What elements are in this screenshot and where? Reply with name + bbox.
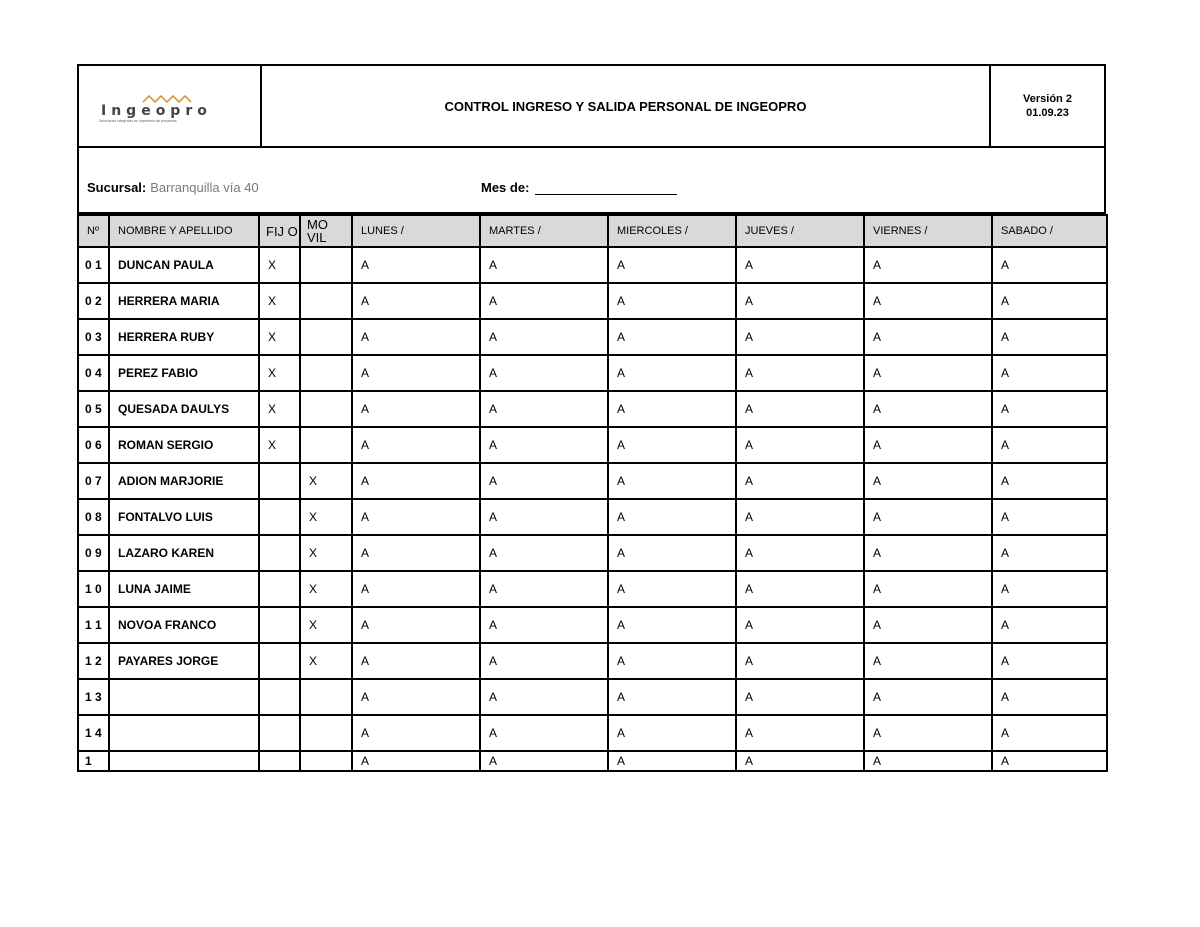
attendance-sheet	[77, 64, 1106, 772]
movil-mark[interactable]: X	[300, 535, 352, 571]
col-name-header: NOMBRE Y APELLIDO	[109, 215, 259, 247]
movil-mark[interactable]: X	[300, 607, 352, 643]
movil-mark[interactable]: X	[300, 571, 352, 607]
row-number[interactable]: 1 2	[78, 643, 109, 679]
col-number-header: Nº	[78, 215, 109, 247]
day-cell[interactable]: A	[864, 751, 992, 771]
day-cell[interactable]: A	[608, 391, 736, 427]
day-cell[interactable]: A	[352, 571, 480, 607]
day-cell[interactable]: A	[864, 499, 992, 535]
day-cell[interactable]: A	[608, 535, 736, 571]
employee-name[interactable]: ROMAN SERGIO	[109, 427, 259, 463]
day-cell[interactable]: A	[608, 427, 736, 463]
day-cell[interactable]: A	[352, 751, 480, 771]
version-block	[991, 66, 1104, 146]
day-cell[interactable]: A	[480, 679, 608, 715]
table-row	[78, 319, 1107, 355]
row-number[interactable]: 1	[78, 751, 109, 771]
movil-mark[interactable]	[300, 247, 352, 283]
day-cell[interactable]: A	[352, 427, 480, 463]
table-row	[78, 355, 1107, 391]
day-cell[interactable]: A	[736, 247, 864, 283]
row-number[interactable]: 0 5	[78, 391, 109, 427]
sucursal-value[interactable]: Barranquilla vía 40	[150, 180, 259, 195]
fijo-mark[interactable]	[259, 751, 300, 771]
table-row	[78, 643, 1107, 679]
attendance-table	[77, 214, 1108, 772]
day-cell[interactable]: A	[992, 355, 1107, 391]
table-row	[78, 283, 1107, 319]
row-number[interactable]: 1 4	[78, 715, 109, 751]
day-cell[interactable]: A	[864, 391, 992, 427]
day-cell[interactable]: A	[992, 643, 1107, 679]
fijo-mark[interactable]: X	[259, 319, 300, 355]
day-cell[interactable]: A	[864, 247, 992, 283]
day-cell[interactable]: A	[992, 715, 1107, 751]
table-row	[78, 751, 1107, 771]
fijo-mark[interactable]: X	[259, 355, 300, 391]
movil-mark[interactable]	[300, 715, 352, 751]
day-cell[interactable]: A	[736, 499, 864, 535]
table-row	[78, 427, 1107, 463]
table-row	[78, 571, 1107, 607]
employee-name[interactable]: HERRERA MARIA	[109, 283, 259, 319]
day-cell[interactable]: A	[480, 427, 608, 463]
table-row	[78, 391, 1107, 427]
day-cell[interactable]: A	[480, 463, 608, 499]
col-jueves-header: JUEVES /	[736, 215, 864, 247]
day-cell[interactable]: A	[352, 715, 480, 751]
employee-name[interactable]: PAYARES JORGE	[109, 643, 259, 679]
day-cell[interactable]: A	[992, 427, 1107, 463]
sucursal-label: Sucursal:	[87, 180, 147, 195]
day-cell[interactable]: A	[608, 283, 736, 319]
employee-name[interactable]: FONTALVO LUIS	[109, 499, 259, 535]
day-cell[interactable]: A	[480, 535, 608, 571]
movil-mark[interactable]	[300, 679, 352, 715]
day-cell[interactable]: A	[608, 499, 736, 535]
document-title: CONTROL INGRESO Y SALIDA PERSONAL DE INGEOPRO	[262, 66, 991, 146]
fijo-mark[interactable]: X	[259, 247, 300, 283]
svg-text:Ingeopro: Ingeopro	[101, 103, 212, 119]
employee-name[interactable]: ADION MARJORIE	[109, 463, 259, 499]
movil-mark[interactable]: X	[300, 643, 352, 679]
day-cell[interactable]: A	[992, 571, 1107, 607]
day-cell[interactable]: A	[992, 499, 1107, 535]
day-cell[interactable]: A	[608, 355, 736, 391]
day-cell[interactable]: A	[736, 319, 864, 355]
fijo-mark[interactable]	[259, 499, 300, 535]
day-cell[interactable]: A	[352, 499, 480, 535]
day-cell[interactable]: A	[736, 463, 864, 499]
day-cell[interactable]: A	[736, 391, 864, 427]
day-cell[interactable]: A	[864, 715, 992, 751]
ingeopro-logo-icon	[79, 66, 260, 146]
day-cell[interactable]: A	[736, 607, 864, 643]
employee-name[interactable]: LAZARO KAREN	[109, 535, 259, 571]
day-cell[interactable]: A	[736, 355, 864, 391]
movil-mark[interactable]	[300, 751, 352, 771]
row-number[interactable]: 0 3	[78, 319, 109, 355]
fijo-mark[interactable]: X	[259, 283, 300, 319]
fijo-mark[interactable]: X	[259, 391, 300, 427]
table-row	[78, 535, 1107, 571]
employee-name[interactable]	[109, 751, 259, 771]
col-martes-header: MARTES /	[480, 215, 608, 247]
day-cell[interactable]: A	[864, 427, 992, 463]
table-body	[78, 247, 1107, 771]
movil-mark[interactable]	[300, 427, 352, 463]
row-number[interactable]: 1 3	[78, 679, 109, 715]
version-date: 01.09.23	[1026, 107, 1069, 119]
day-cell[interactable]: A	[608, 319, 736, 355]
info-row	[77, 148, 1106, 214]
sucursal-field	[87, 180, 259, 195]
day-cell[interactable]: A	[736, 751, 864, 771]
day-cell[interactable]: A	[864, 463, 992, 499]
day-cell[interactable]: A	[608, 463, 736, 499]
day-cell[interactable]: A	[352, 463, 480, 499]
table-row	[78, 463, 1107, 499]
day-cell[interactable]: A	[992, 535, 1107, 571]
day-cell[interactable]: A	[480, 247, 608, 283]
movil-mark[interactable]: X	[300, 463, 352, 499]
employee-name[interactable]	[109, 715, 259, 751]
row-number[interactable]: 0 7	[78, 463, 109, 499]
mes-input-line[interactable]	[535, 180, 677, 195]
day-cell[interactable]: A	[864, 355, 992, 391]
svg-text:Soluciones integrales en Ingen: Soluciones integrales en Ingeniería de proyectos	[99, 119, 177, 123]
movil-mark[interactable]	[300, 283, 352, 319]
employee-name[interactable]	[109, 679, 259, 715]
movil-mark[interactable]	[300, 319, 352, 355]
col-lunes-header: LUNES /	[352, 215, 480, 247]
day-cell[interactable]: A	[736, 571, 864, 607]
day-cell[interactable]: A	[864, 679, 992, 715]
employee-name[interactable]: QUESADA DAULYS	[109, 391, 259, 427]
employee-name[interactable]: LUNA JAIME	[109, 571, 259, 607]
movil-mark[interactable]: X	[300, 499, 352, 535]
fijo-mark[interactable]	[259, 463, 300, 499]
day-cell[interactable]: A	[608, 247, 736, 283]
employee-name[interactable]: HERRERA RUBY	[109, 319, 259, 355]
day-cell[interactable]: A	[480, 607, 608, 643]
movil-mark[interactable]	[300, 391, 352, 427]
day-cell[interactable]: A	[608, 679, 736, 715]
col-fijo-header: FIJ O	[259, 215, 300, 247]
employee-name[interactable]: NOVOA FRANCO	[109, 607, 259, 643]
day-cell[interactable]: A	[480, 715, 608, 751]
fijo-mark[interactable]	[259, 715, 300, 751]
day-cell[interactable]: A	[480, 499, 608, 535]
fijo-mark[interactable]	[259, 607, 300, 643]
day-cell[interactable]: A	[992, 283, 1107, 319]
row-number[interactable]: 0 1	[78, 247, 109, 283]
day-cell[interactable]: A	[352, 319, 480, 355]
day-cell[interactable]: A	[352, 679, 480, 715]
col-viernes-header: VIERNES /	[864, 215, 992, 247]
day-cell[interactable]: A	[608, 607, 736, 643]
day-cell[interactable]: A	[480, 751, 608, 771]
day-cell[interactable]: A	[480, 319, 608, 355]
day-cell[interactable]: A	[608, 643, 736, 679]
day-cell[interactable]: A	[992, 607, 1107, 643]
day-cell[interactable]: A	[864, 319, 992, 355]
fijo-mark[interactable]	[259, 679, 300, 715]
day-cell[interactable]: A	[608, 715, 736, 751]
day-cell[interactable]: A	[352, 391, 480, 427]
day-cell[interactable]: A	[352, 607, 480, 643]
day-cell[interactable]: A	[736, 427, 864, 463]
day-cell[interactable]: A	[480, 571, 608, 607]
day-cell[interactable]: A	[992, 319, 1107, 355]
row-number[interactable]: 1 0	[78, 571, 109, 607]
day-cell[interactable]: A	[864, 535, 992, 571]
row-number[interactable]: 0 2	[78, 283, 109, 319]
day-cell[interactable]: A	[992, 463, 1107, 499]
day-cell[interactable]: A	[736, 283, 864, 319]
mes-field	[481, 180, 677, 195]
mes-label: Mes de:	[481, 180, 530, 195]
col-miercoles-header: MIERCOLES /	[608, 215, 736, 247]
table-row	[78, 247, 1107, 283]
fijo-mark[interactable]	[259, 571, 300, 607]
day-cell[interactable]: A	[480, 355, 608, 391]
employee-name[interactable]: DUNCAN PAULA	[109, 247, 259, 283]
day-cell[interactable]: A	[352, 535, 480, 571]
table-row	[78, 679, 1107, 715]
table-row	[78, 499, 1107, 535]
day-cell[interactable]: A	[736, 679, 864, 715]
day-cell[interactable]: A	[352, 247, 480, 283]
fijo-mark[interactable]	[259, 535, 300, 571]
day-cell[interactable]: A	[608, 751, 736, 771]
fijo-mark[interactable]	[259, 643, 300, 679]
day-cell[interactable]: A	[992, 751, 1107, 771]
day-cell[interactable]: A	[864, 571, 992, 607]
col-movil-header: MO VIL	[300, 215, 352, 247]
day-cell[interactable]: A	[864, 607, 992, 643]
col-sabado-header: SABADO /	[992, 215, 1107, 247]
day-cell[interactable]: A	[352, 283, 480, 319]
row-number[interactable]: 1 1	[78, 607, 109, 643]
row-number[interactable]: 0 6	[78, 427, 109, 463]
day-cell[interactable]: A	[864, 283, 992, 319]
day-cell[interactable]: A	[352, 643, 480, 679]
employee-name[interactable]: PEREZ FABIO	[109, 355, 259, 391]
table-row	[78, 715, 1107, 751]
day-cell[interactable]: A	[480, 643, 608, 679]
day-cell[interactable]: A	[608, 571, 736, 607]
fijo-mark[interactable]: X	[259, 427, 300, 463]
row-number[interactable]: 0 9	[78, 535, 109, 571]
day-cell[interactable]: A	[992, 247, 1107, 283]
day-cell[interactable]: A	[480, 283, 608, 319]
day-cell[interactable]: A	[992, 679, 1107, 715]
day-cell[interactable]: A	[736, 643, 864, 679]
row-number[interactable]: 0 8	[78, 499, 109, 535]
day-cell[interactable]: A	[736, 535, 864, 571]
company-logo	[79, 66, 262, 146]
day-cell[interactable]: A	[992, 391, 1107, 427]
movil-mark[interactable]	[300, 355, 352, 391]
document-header	[77, 64, 1106, 148]
day-cell[interactable]: A	[480, 391, 608, 427]
table-row	[78, 607, 1107, 643]
day-cell[interactable]: A	[352, 355, 480, 391]
day-cell[interactable]: A	[736, 715, 864, 751]
table-header-row	[78, 215, 1107, 247]
day-cell[interactable]: A	[864, 643, 992, 679]
version-label: Versión 2	[1023, 93, 1072, 105]
row-number[interactable]: 0 4	[78, 355, 109, 391]
